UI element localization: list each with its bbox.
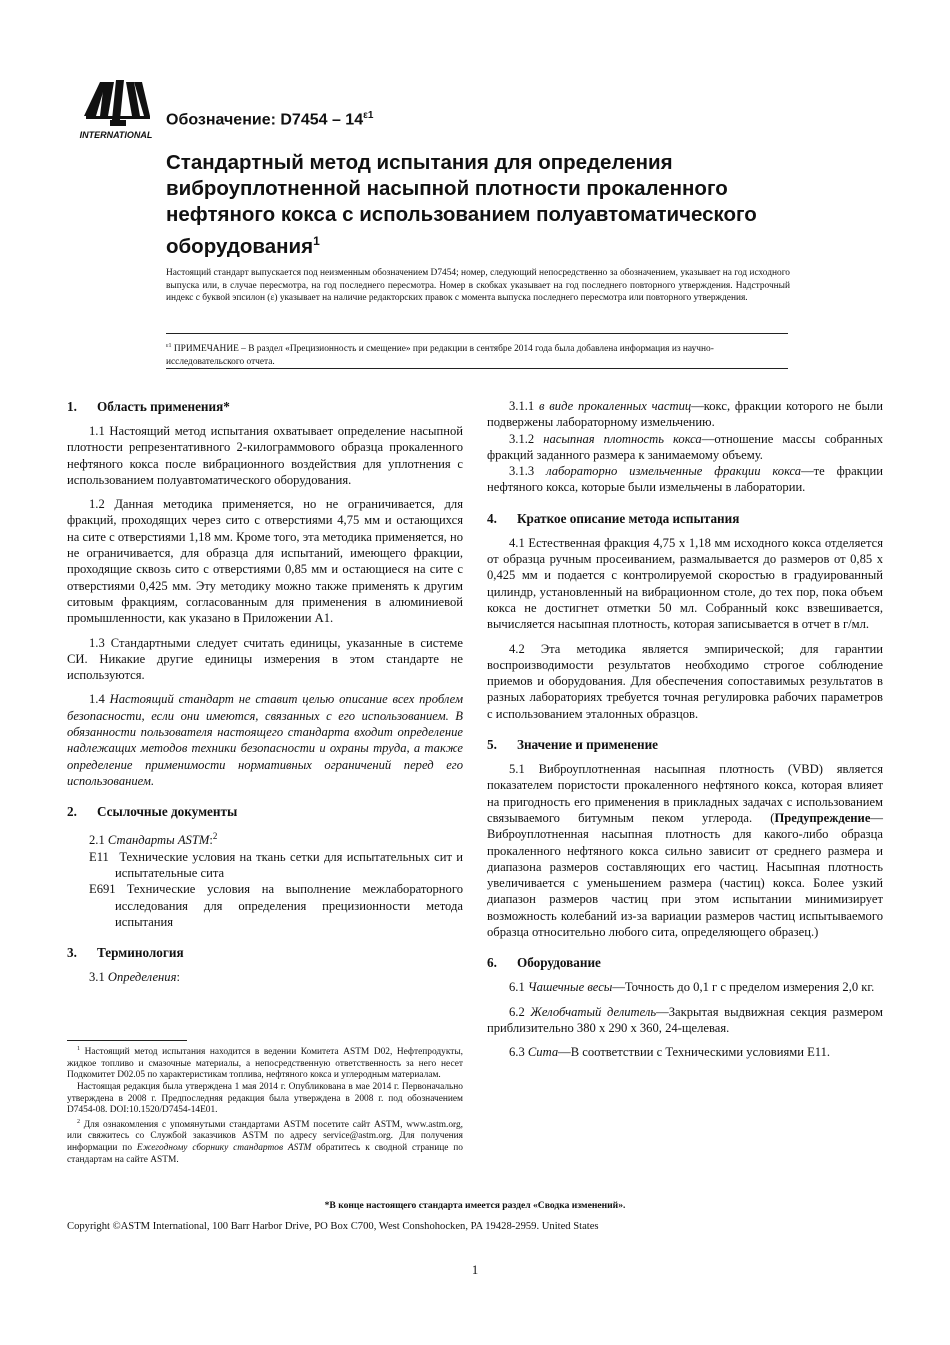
footnote-1b: Настоящая редакция была утверждена 1 мая 2014 г. Опубликована в мае 2014 г. Первоначально утверждена в 2008 г. Предпоследняя редакция была утверждена в 2008 г. под обозначением D7454-08. DOI:10.1520/D7454-14E01. [67,1081,463,1116]
footnote-marker: 1 [77,1046,80,1052]
term: лабораторно измельченные фракции кокса [546,464,802,479]
section-title: Оборудование [517,955,601,971]
definition: —В соответствии с Техническими условиями E11. [558,1045,831,1060]
paragraph-number: 3.1 [89,970,108,985]
document-title [166,150,806,260]
section-number: 6. [487,955,497,971]
section-title: Значение и применение [517,737,659,753]
footnote-2 [67,1117,463,1167]
paragraph-6-2 [487,1004,883,1037]
definition: —те фракции нефтяного кокса, которые были измельчены в лаборатории. [487,464,883,495]
note-text: ПРИМЕЧАНИЕ – В раздел «Прецизионность и смещение» при редакции в сентябре 2014 года была добавлена информация из научно-исследовательского отчета. [166,344,714,367]
page-number: 1 [471,1263,479,1277]
title-text: Стандартный метод испытания для определения виброуплотненной насыпной плотности прокаленного нефтяного кокса с использованием полуавтоматического оборудования [166,151,757,258]
bottom-rule [166,368,788,369]
footnote-italic: Ежегодному сборнику стандартов ASTM [136,1143,312,1153]
term: Желобчатый делитель [530,1004,657,1019]
term-colon: : [209,833,213,848]
reference-e11 [89,849,463,882]
footnote-text: Для ознакомления с упомянутыми стандартами ASTM посетите сайт ASTM, www.astm.org, или свяжитесь со Службой заказчиков ASTM по адресу service@astm.org. Для получения информации по [67,1119,463,1153]
editorial-note [166,340,790,368]
definition: —кокс, фракции которого не были подвержены лабораторному измельчению. [487,399,883,430]
section-title: Область применения* [97,399,230,414]
left-column [67,398,463,986]
section-number: 4. [487,510,497,526]
svg-text:INTERNATIONAL: INTERNATIONAL [79,130,153,140]
designation-text: Обозначение: D7454 – 14 [166,111,364,129]
footnotes [67,1044,463,1166]
paragraph-3-1-1 [487,398,883,431]
reference-code: E11 [89,849,109,864]
section-1-heading [67,398,463,415]
paragraph-1-1: 1.1 Настоящий метод испытания охватывает определение насыпной плотности репрезентативного 2-килограммового образца прокаленного нефтяного кокса после вибрационного воздействия для уплотнения с использованием полуавтоматического оборудования. [67,424,463,487]
section-number: 1. [67,399,77,414]
section-4-heading [487,510,883,527]
paragraph-number: 1.4 [89,692,110,707]
paragraph-1-4 [67,691,463,789]
reference-e691 [89,881,463,930]
designation-superscript: ε1 [363,110,374,121]
right-column [487,398,883,1061]
footnote-text: Настоящий метод испытания находится в ведении Комитета ASTM D02, Нефтепродукты, жидкое топливо и смазочные материалы, а непосредственную ответственность за него несет Подкомитет D02.05 по характеристикам топлива, нефтяного кокса и углеродным материалам. [67,1047,463,1081]
designation [166,110,373,129]
paragraph-6-3 [487,1044,883,1060]
footnote-rule [67,1040,187,1041]
reference-title: Технические условия на ткань сетки для испытательных сит и испытательные сита [115,849,463,881]
paragraph-3-1-3 [487,463,883,496]
warning-label: Предупреждение [774,810,871,825]
section-number: 3. [67,945,77,961]
section-5-heading [487,736,883,753]
definition: —Точность до 0,1 г с пределом измерения 2,0 кг. [612,980,875,995]
paragraph-number: 6.3 [509,1045,528,1060]
paragraph-2-1 [67,828,463,848]
term: Стандарты ASTM [107,833,210,848]
term: Определения [107,970,177,985]
note-superscript: ε1 [166,343,172,349]
footnote-1 [67,1044,463,1082]
paragraph-4-2: 4.2 Эта методика является эмпирической; для гарантии воспроизводимости результатов необходимо строгое соблюдение приемов и оборудования. Для обеспечения сопоставимых результатов в разных лабораториях требуется точная регулировка рабочих параметров с использованием эталонных образцов. [487,641,883,721]
term: Сита [527,1045,559,1060]
paragraph-text: 5.1 Виброуплотненная насыпная плотность (VBD) является показателем пористости прокаленного нефтяного кокса, которая влияет на пригодность его применения в прикладных задачах с использованием связываемого битумным пеком углерода. ( [487,762,883,825]
term: Чашечные весы [527,980,613,995]
paragraph-number: 3.1.2 [509,431,544,446]
section-6-heading [487,954,883,971]
definition: —отношение массы собранных фракций заданного размера к занимаемому объему. [487,431,883,462]
definition: —Закрытая выдвижная секция размером приблизительно 380 x 290 x 360, 24-щелевая. [487,1004,884,1035]
astm-logo [74,76,158,148]
section-number: 2. [67,804,77,820]
paragraph-number: 3.1.3 [509,464,547,479]
paragraph-number: 3.1.1 [509,399,540,413]
footnote-marker: 2 [77,1118,80,1125]
paragraph-5-1 [487,761,883,940]
paragraph-1-3: 1.3 Стандартными следует считать единицы, указанные в системе СИ. Никакие другие единицы измерения в этом стандарте не используются. [67,635,463,683]
paragraph-text: —Виброуплотненная насыпная плотность для какого-либо образца прокаленного нефтяного кокса сильно зависит от среднего размера и диапазона размеров составляющих его частиц. Насыпная плотность увеличивается с уменьшением размера (частиц) кокса. Более узкий диапазон размеров частиц при этом испытании минимизирует возможность колебаний из-за вариации размеров частиц испытываемого образца относительно любого сита, определяющего образец.) [487,810,883,940]
title-footnote-ref: 1 [313,234,320,248]
paragraph-3-1 [67,969,463,985]
section-title: Краткое описание метода испытания [517,510,740,526]
paragraph-6-1 [487,979,883,995]
safety-statement: Настоящий стандарт не ставит целью описание всех проблем безопасности, если они имеются, связанных с его использованием. В обязанности пользователя настоящего стандарта входит определение надлежащих методов техники безопасности и охраны труда, а также определение применимости нормативных ограничений перед его использованием. [67,692,463,788]
paragraph-number: 6.1 [509,980,528,995]
paragraph-4-1: 4.1 Естественная фракция 4,75 x 1,18 мм исходного кокса отделяется от образца ручным просеиванием, размалывается до размеров от 0,85 x 0,425 мм и подается с контролируемой скоростью в градуированный цилиндр, установленный на вибрационном столе, до тех пор, пока объем кокса не достигнет отметки 50 мл. Собранный кокс взвешивается, вычисляется насыпная плотность, которая записывается в отчет в г/мл. [487,535,883,632]
term: насыпная плотность кокса [543,431,702,446]
term: в виде прокаленных частиц [539,399,692,413]
section-number: 5. [487,737,497,753]
section-title: Ссылочные документы [97,804,238,820]
footnote-ref: 2 [212,831,218,842]
paragraph-3-1-2 [487,431,883,464]
intro-paragraph: Настоящий стандарт выпускается под неизменным обозначением D7454; номер, следующий непосредственно за обозначением, указывает на год исходного выпуска или, в случае пересмотра, на год последнего пересмотра. Номер в скобках указывает на год последнего повторного утверждения. Надстрочный индекс с буквой эпсилон (ε) указывает на наличие редакторских правок с момента выпуска последнего пересмотра или повторного утверждения. [166,268,790,304]
summary-of-changes-note: *В конце настоящего стандарта имеется раздел «Сводка изменений». [324,1200,626,1211]
top-rule [166,333,788,334]
reference-title: Технические условия на выполнение межлабораторного исследования для определения прецизионности метода испытания [115,882,463,929]
copyright-line: Copyright ©ASTM International, 100 Barr Harbor Drive, PO Box C700, West Conshohocken, PA 19428-2959. United States [67,1221,599,1232]
section-title: Терминология [97,945,184,961]
reference-code: E691 [89,882,116,897]
paragraph-number: 6.2 [509,1004,531,1019]
paragraph-number: 2.1 [89,833,108,848]
term-colon: : [176,970,180,985]
paragraph-1-2: 1.2 Данная методика применяется, но не ограничивается, для фракций, проходящих через сито с отверстиями 4,75 мм и остающихся на сите с отверстиями 1,18 мм. Кроме того, эта методика применяется, но не ограничивается, для образца для испытаний, имеющего фракции, проходящие сквозь сито с отверстиями 0,85 мм и остающиеся на сите с отверстиями 0,425 мм. Эту методику можно также применять к другим ситовым фракциям, согласованным для применения в алюминиевой промышленности, как указано в Приложении A1. [67,497,463,626]
section-2-heading [67,803,463,820]
section-3-heading [67,944,463,961]
footnote-text: обратитесь к сводной странице по стандартам на сайте ASTM. [67,1143,463,1165]
